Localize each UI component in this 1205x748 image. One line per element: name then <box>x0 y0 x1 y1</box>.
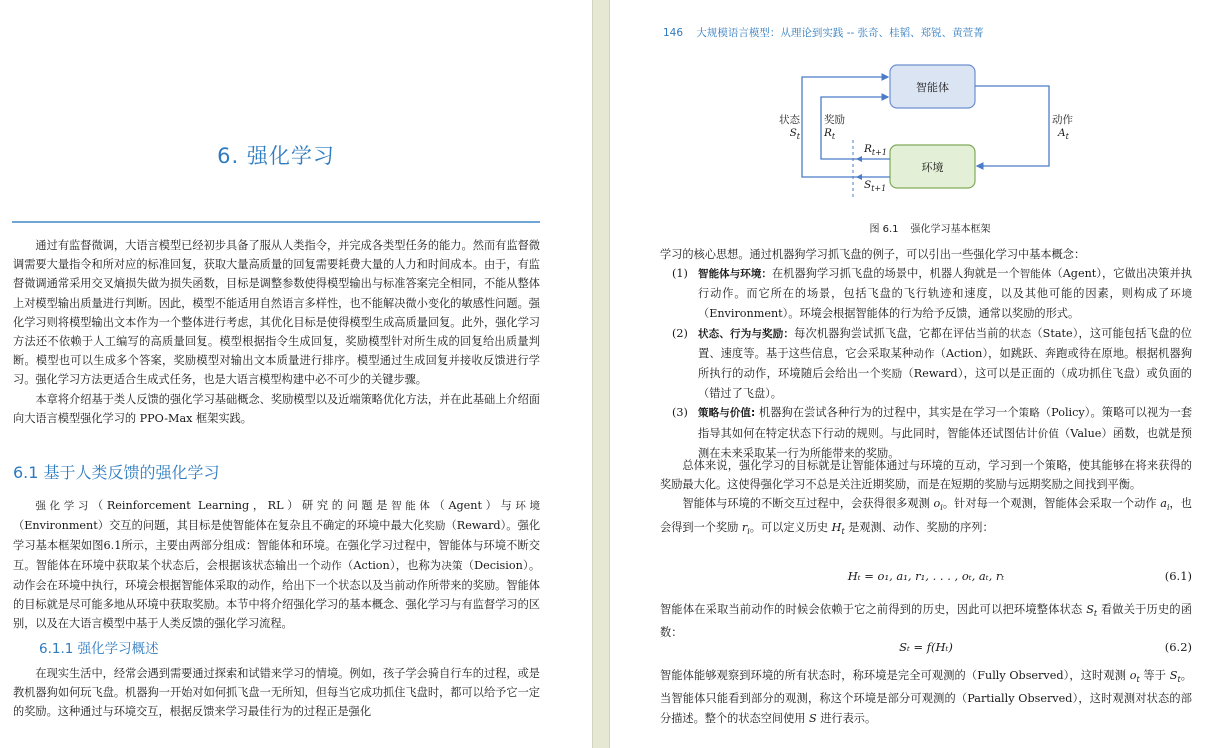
running-head <box>663 25 984 40</box>
left-page <box>0 0 592 748</box>
text-run: 进行表示。 <box>816 711 877 725</box>
section-paragraph: 在现实生活中，经常会遇到需要通过探索和试错来学习的情境。例如，孩子学会骑自行车的过程，或是教机器狗如何玩飞盘。机器狗一开始对如何抓飞盘一无所知，但每当它成功抓住飞盘时，都可以给予它一定的奖励。这种通过与环境交互，根据反馈来学习最佳行为的过程正是强化 <box>13 667 540 719</box>
math-sub: i <box>940 503 943 513</box>
equation-6-2 <box>660 640 1192 660</box>
equation-number: (6.2) <box>1164 640 1192 654</box>
next-reward-label <box>864 143 887 157</box>
state-symbol: S <box>789 127 797 139</box>
text-run: （Policy）。策略可以视为一套指导其如何在特定状态下行动的规则。与此同时，智能体还试图估计 <box>698 406 1193 440</box>
concept-list <box>672 264 1192 463</box>
math-sub: i <box>747 527 750 537</box>
text-run: ，也会得到一个奖励 <box>660 497 1192 534</box>
math-H: H <box>831 520 842 534</box>
next-state-subscript: t+1 <box>871 184 887 194</box>
intro-paragraph: 本章将介绍基于类人反馈的强化学习基础概念、奖励模型以及近端策略优化方法，并在此基础上介绍面向大语言模型强化学习的 PPO-Max 框架实践。 <box>13 392 540 425</box>
chapter-intro <box>13 236 540 428</box>
list-heading: 状态、行为与奖励： <box>698 327 795 340</box>
agent-label: 智能体 <box>916 81 949 94</box>
intro-paragraph: 通过有监督微调，大语言模型已经初步具备了服从人类指令，并完成各类型任务的能力。然而有监督微调需要大量指令和所对应的标准回复，获取大量高质量的回复需要耗费大量的人力和时间成本。由于，有监督微调通常采用交叉熵损失做为损失函数，目标是调整参数使得模型输出与标准答案完全相同，不能从整体上对模型输出质量进行判断。因此，模型不能适用自然语言多样性，也不能解决微小变化的敏感性问题。强化学习则将模型输出文本作为一个整体进行考虑，其优化目标是使得模型生成高质量回复。此外，强化学习方法还不依赖于人工编写的高质量回复。模型根据指令生成回复，奖励模型针对所生成的回复给出质量判断。模型也可以生成多个答案，奖励模型对输出文本质量进行排序。模型通过生成回复并接收反馈进行学习。强化学习方法更适合生成式任务，也是大语言模型构建中必不可少的关键步骤。 <box>13 239 540 387</box>
equation-number: (6.1) <box>1164 569 1192 583</box>
equation-6-1 <box>660 569 1192 589</box>
list-number: (2) <box>672 326 688 340</box>
math-o: o <box>933 497 941 511</box>
reward-label <box>824 112 845 141</box>
action-text: 动作 <box>1052 114 1073 126</box>
state-label <box>776 112 800 141</box>
page-number: 146 <box>663 27 684 39</box>
text-run: 。当智能体只能看到部分的观测，称这个环境是部分可观测的（Partially Observed），这时观测对状态的部分描述。整个的状态空间使用 <box>660 669 1192 725</box>
term-action: 动作 <box>913 347 935 360</box>
term-state: 状态 <box>1009 327 1032 340</box>
reward-text: 奖励 <box>824 114 845 126</box>
state-text: 状态 <box>779 114 800 126</box>
section-6-1-1-body <box>13 664 540 722</box>
equation-expression: Hₜ = o₁, a₁, r₁, . . . , oₜ, aₜ, rₜ <box>847 569 1005 583</box>
term-rl: 强化学习 <box>35 500 93 512</box>
history-paragraph <box>660 494 1192 541</box>
text-run: 等于 <box>1139 669 1170 682</box>
list-item <box>672 324 1192 404</box>
right-page <box>610 0 1205 748</box>
text-run: 机器狗在尝试各种行为的过程中，其实是在学习一个 <box>755 406 1019 420</box>
rl-framework-figure <box>760 55 1100 235</box>
text-run: 每次机器狗尝试抓飞盘，它都在评估当前的 <box>794 326 1010 340</box>
term-agent: 智能体 <box>1019 268 1052 280</box>
text-run: 。可以定义历史 <box>749 520 832 534</box>
section-paragraph <box>13 496 540 633</box>
text-run: （Action），如跳跃、奔跑或待在原地。根据机器狗所执行的动作，环境随后会给出一个 <box>698 346 1193 381</box>
term-value: 价值 <box>1037 427 1059 440</box>
math-sub: t <box>1136 675 1140 685</box>
next-reward-subscript: t+1 <box>871 148 887 158</box>
math-sub: t <box>1177 675 1181 685</box>
summary-paragraph: 总体来说，强化学习的目标就是让智能体通过与环境的互动，学习到一个策略，使其能够在将来获得的奖励最大化。这使得强化学习不总是关注近期奖励，而是在短期的奖励与远期奖励之间找到平衡。 <box>660 459 1192 492</box>
term-policy: 策略 <box>1018 407 1040 420</box>
continuation-text <box>660 245 1192 264</box>
term-decision: 决策 <box>441 559 463 572</box>
state-text <box>660 600 1192 643</box>
term-reward: 奖励 <box>424 520 446 533</box>
figure-caption <box>760 220 1100 235</box>
list-item <box>672 264 1192 324</box>
state-subscript: t <box>796 132 800 142</box>
text-run: （Reward），这可以是正面的（成功抓住飞盘）或负面的（错过了飞盘）。 <box>698 367 1192 401</box>
reward-symbol: R <box>824 127 832 139</box>
term-environment: 环境 <box>1170 288 1192 301</box>
text-run: （Environment）。环境会根据智能体的行为给予反馈，通常以奖励的形式。 <box>698 307 1080 321</box>
list-heading: 智能体与环境： <box>698 268 773 280</box>
math-r: r <box>741 520 748 534</box>
text-run: （State），这可能包括飞盘的位置、速度等。基于这些信息，它会采取某种 <box>698 326 1192 360</box>
reward-subscript: t <box>831 132 836 142</box>
next-reward-symbol: R <box>864 143 872 155</box>
next-state-symbol: S <box>864 179 872 191</box>
next-state-label <box>864 179 886 193</box>
observed-text <box>660 666 1192 728</box>
section-heading-6-1: 6.1 基于人类反馈的强化学习 <box>13 463 220 482</box>
math-sub: i <box>1166 503 1170 513</box>
term-action: 动作 <box>320 559 342 572</box>
action-label <box>1052 112 1073 141</box>
term-agent: 智能体 <box>391 500 434 512</box>
text-run: （Environment）交互的问题，其目标是使智能体在复杂且不确定的环境中最大化 <box>13 519 425 533</box>
term-environment: 环境 <box>515 500 541 512</box>
equation-expression: Sₜ = f(Hₜ) <box>899 640 953 654</box>
math-S: S <box>809 711 817 725</box>
list-number: (1) <box>672 267 688 280</box>
continuation-paragraph: 学习的核心思想。通过机器狗学习抓飞盘的例子，可以引出一些强化学习中基本概念： <box>660 248 1086 261</box>
summary-text <box>660 456 1192 541</box>
text-run: 是观测、动作、奖励的序列： <box>844 520 994 534</box>
text-run: （Agent）与 <box>433 499 516 512</box>
list-item <box>672 403 1192 463</box>
chapter-title: 6. 强化学习 <box>217 144 335 168</box>
math-a: a <box>1160 497 1167 511</box>
text-run: 智能体在采取当前动作的时候会依赖于它之前得到的历史，因此可以把环境整体状态 <box>660 603 1087 616</box>
action-symbol: A <box>1058 127 1066 139</box>
text-run: 。针对每一个观测，智能体会采取一个动作 <box>942 497 1161 511</box>
text-run: （Action），也称为 <box>342 558 442 572</box>
text-run: （Value）函数，也就是预测在未来采取某一行为所能带来的奖励。 <box>698 426 1192 460</box>
page-gutter <box>592 0 610 748</box>
chapter-divider <box>12 221 540 223</box>
list-number: (3) <box>672 406 688 420</box>
math-o: o <box>1129 669 1137 682</box>
math-sub: t <box>1093 609 1098 619</box>
book-title: 大规模语言模型：从理论到实践 -- 张奇、桂韬、郑锐、黄萱菁 <box>696 27 984 39</box>
text-run: 智能体能够观察到环境的所有状态时，称环境是完全可观测的（Fully Observed），这时观测 <box>660 669 1130 682</box>
text-run: （Reinforcement Learning，RL）研究的问题是 <box>92 499 392 512</box>
text-run: （Reward）。强化学习基本框架如图6.1所示，主要由两部分组成：智能体和环境。在强化学习过程中，智能体与环境不断交互。智能体在环境中获取某个状态后，会根据该状态输出一个 <box>13 519 541 572</box>
math-S: S <box>1086 603 1094 616</box>
term-reward: 奖励 <box>880 368 903 381</box>
figure-caption-text: 强化学习基本框架 <box>910 224 991 235</box>
math-sub: t <box>841 527 845 537</box>
list-heading: 策略与价值: <box>698 407 756 420</box>
text-run: （Agent），它做出决策并执行动作。而它所在的场景，包括飞盘的飞行轨迹和速度，以及其他可能的因素，则构成了 <box>698 267 1193 301</box>
observed-paragraph <box>660 666 1192 728</box>
figure-number: 图 6.1 <box>869 224 899 235</box>
section-heading-6-1-1: 6.1.1 强化学习概述 <box>39 641 159 657</box>
environment-label: 环境 <box>921 161 944 174</box>
text-run: （Decision）。动作会在环境中执行，环境会根据智能体采取的动作，给出下一个状态以及当前动作所带来的奖励。智能体的目标就是尽可能多地从环境中获取奖励。本节中将介绍强化学习的基本概念、强化学习与有监督学习的区别，以及在大语言模型中基于人类反馈的强化学习流程。 <box>13 558 541 631</box>
text-run: 智能体与环境的不断交互过程中，会获得很多观测 <box>682 497 934 511</box>
text-run: 在机器狗学习抓飞盘的场景中，机器人狗就是一个 <box>772 267 1020 280</box>
state-paragraph <box>660 600 1192 643</box>
text-run: 看做关于历史的函数： <box>660 603 1193 640</box>
math-S: S <box>1169 669 1178 682</box>
section-6-1-body <box>13 496 540 633</box>
action-subscript: t <box>1065 132 1069 142</box>
